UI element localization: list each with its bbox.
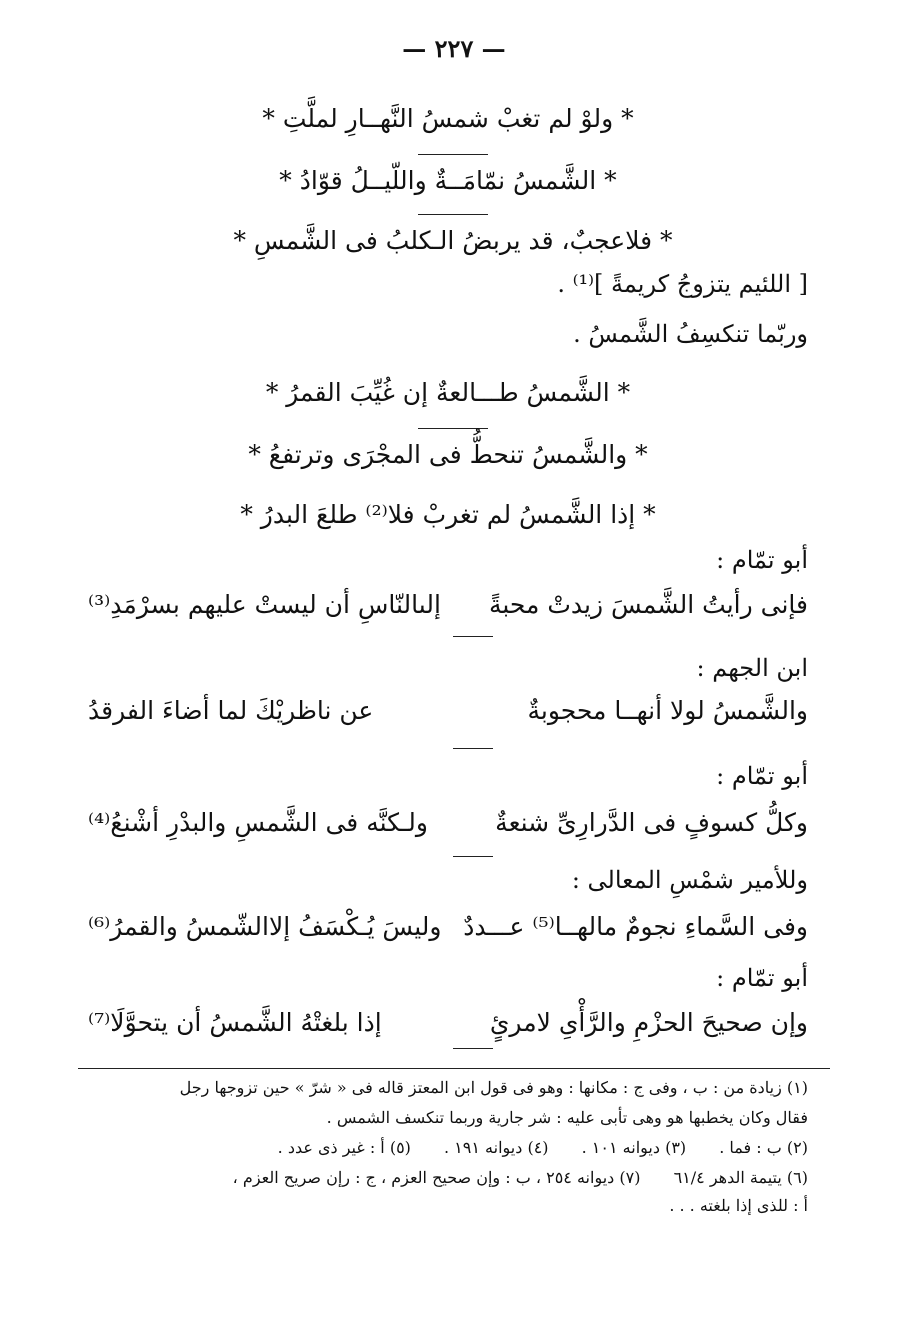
hemistich-line-3: * فلاعجبٌ، قد يربضُ الـكلبُ فى الشَّمسِ * (233, 226, 673, 255)
footnote-1: (١) زيادة من : ب ، وفى ج : مكانها : وهو فى قول ابن المعتز قاله فى « شرّ » حين تزوجها رجل (179, 1078, 808, 1097)
bracket-proverb: [ اللئيم يتزوجُ كريمةً ]⁽¹⁾ . (557, 270, 808, 298)
verse-line (88, 696, 808, 730)
page-number: — ٢٢٧ — (402, 34, 506, 63)
verse-second-hemistich: إلىالنّاسِ أن ليستْ عليهم بسرْمَدِ⁽³⁾ (88, 590, 441, 619)
verse-second-hemistich: ولـكنَّه فى الشَّمسِ والبدْرِ أشْنعُ⁽⁴⁾ (88, 808, 428, 837)
footnote-1-continued: فقال وكان يخطبها هو وهى تأبى عليه : شر جارية وربما تنكسف الشمس . (326, 1108, 808, 1127)
verse-line (88, 912, 808, 946)
footnote-5: (٥) أ : غير ذى عدد . (277, 1138, 411, 1157)
verse-line (88, 1008, 808, 1042)
verse-first-hemistich: وكلُّ كسوفٍ فى الدَّرارِىِّ شنعةٌ (495, 808, 808, 837)
hemistich-line-6: * إذا الشَّمسُ لم تغربْ فلا⁽²⁾ طلعَ البدرُ * (240, 500, 656, 529)
verse-divider (453, 636, 493, 637)
footnote-separator (78, 1068, 830, 1069)
verse-divider (453, 856, 493, 857)
poet-name: وللأمير شمْسِ المعالى : (571, 866, 808, 894)
verse-first-hemistich: والشَّمسُ لولا أنهــا محجوبةٌ (527, 696, 808, 725)
footnote-2: (٢) ب : فما . (719, 1138, 808, 1157)
verse-first-hemistich: وفى السَّماءِ نجومٌ مالهــا⁽⁵⁾ عـــددٌ (463, 912, 808, 941)
hemistich-line-2: * الشَّمسُ نمّامَــةٌ واللّيــلُ قوّادُ * (279, 166, 617, 195)
verse-second-hemistich: وليسَ يُـكْسَفُ إلاالشّمسُ والقمرُ⁽⁶⁾ (88, 912, 442, 941)
footnotes-row-3 (205, 1168, 808, 1187)
poet-name: أبو تمّام : (716, 546, 808, 574)
footnote-3: (٣) ديوانه ١٠١ . (581, 1138, 687, 1157)
verse-second-hemistich: عن ناظريْكَ لما أضاءَ الفرقدُ (88, 696, 374, 725)
eclipse-line: وربّما تنكسِفُ الشَّمسُ . (573, 320, 808, 348)
hemistich-divider (418, 428, 488, 429)
verse-line (88, 590, 808, 624)
footnote-7-continued: أ : للذى إذا بلغته . . . (669, 1196, 808, 1215)
footnote-7: (٧) ديوانه ٢٥٤ ، ب : وإن صحيح العزم ، ج : رإن صريح العزم ، (232, 1168, 641, 1187)
hemistich-line-5: * والشَّمسُ تنحطُّ فى المجْرَى وترتفعُ * (248, 440, 648, 469)
footnote-6: (٦) يتيمة الدهر ٦١/٤ (673, 1168, 808, 1187)
poet-name: أبو تمّام : (716, 964, 808, 992)
hemistich-line-1: * ولوْ لم تغبْ شمسُ النَّهــارِ لملَّتِ * (262, 104, 634, 133)
verse-second-hemistich: إذا بلغتْهُ الشَّمسُ أن يتحوَّلَا⁽⁷⁾ (88, 1008, 382, 1037)
hemistich-divider (418, 214, 488, 215)
footnotes-row-2 (250, 1138, 808, 1157)
verse-divider (453, 748, 493, 749)
verse-line (88, 808, 808, 842)
verse-first-hemistich: وإن صحيحَ الحزْمِ والرَّأْىِ لامرئٍ (489, 1008, 808, 1037)
poet-name: أبو تمّام : (716, 762, 808, 790)
verse-first-hemistich: فإنى رأيتُ الشَّمسَ زيدتْ محبةً (488, 590, 808, 619)
verse-divider (453, 1048, 493, 1049)
poet-name: ابن الجهم : (696, 654, 808, 682)
hemistich-line-4: * الشَّمسُ طـــالعةٌ إن غُيِّبَ القمرُ * (265, 378, 631, 407)
hemistich-divider (418, 154, 488, 155)
footnote-4: (٤) ديوانه ١٩١ . (444, 1138, 549, 1157)
